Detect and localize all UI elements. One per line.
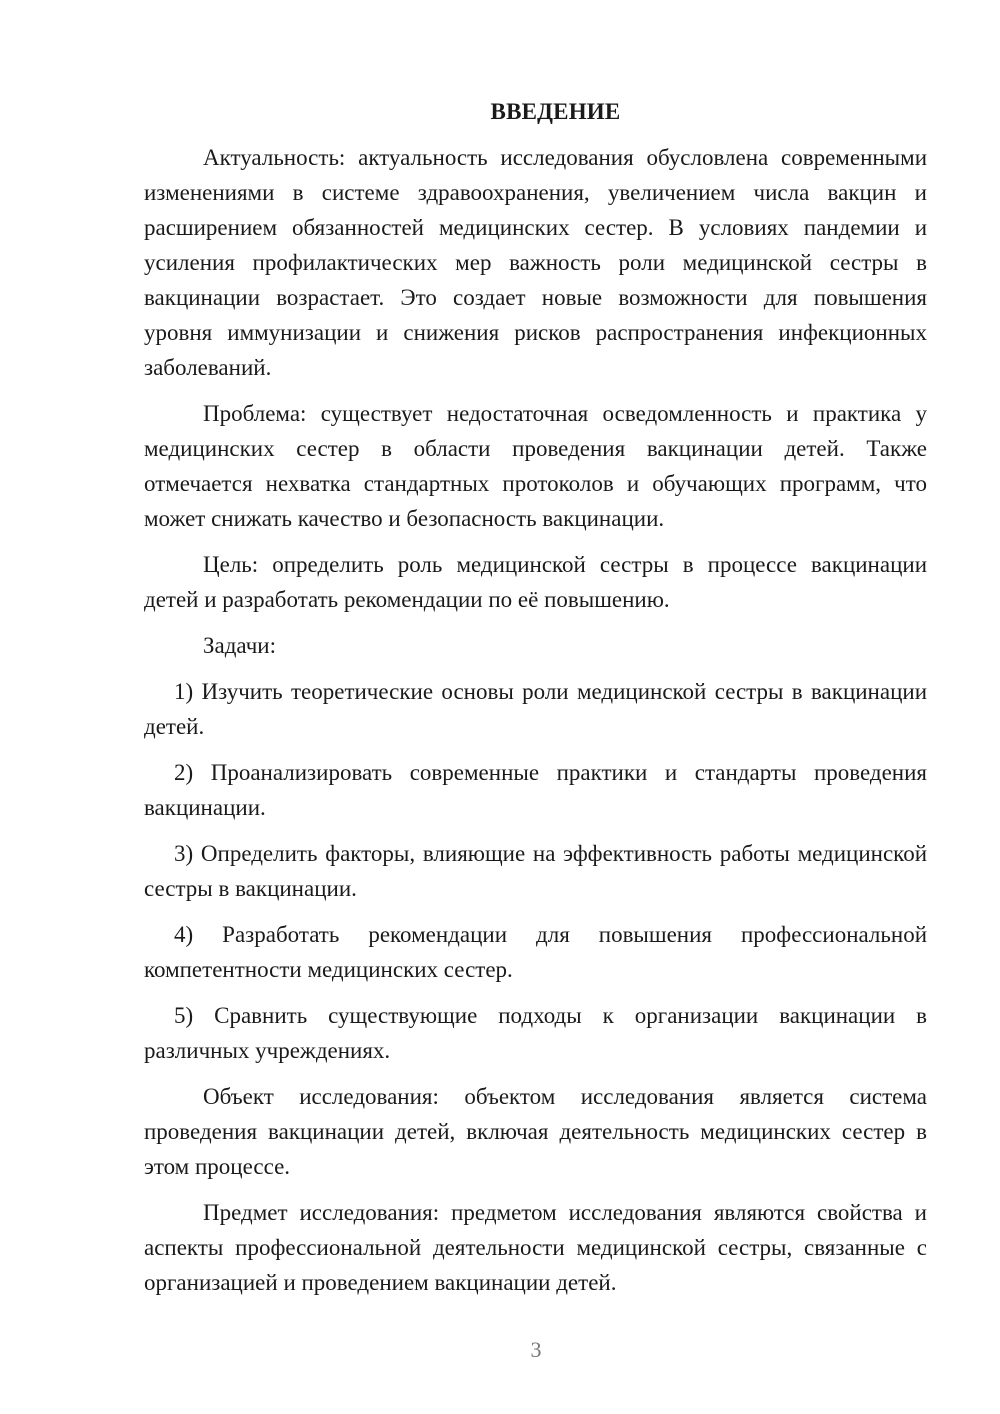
task-number: 4) <box>174 922 194 947</box>
task-text: Проанализировать современные практики и стандарты проведения вакцинации. <box>144 760 927 820</box>
task-item <box>144 755 927 825</box>
task-number: 2) <box>174 760 194 785</box>
tasks-label: Задачи: <box>203 633 276 658</box>
task-item <box>144 674 927 744</box>
task-number: 5) <box>174 1003 194 1028</box>
paragraph-object: Объект исследования: объектом исследования является система проведения вакцинации детей, включая деятельность медицинских сестер в этом процессе. <box>144 1084 927 1179</box>
task-number: 3) <box>174 841 194 866</box>
page-number: 3 <box>530 1337 542 1362</box>
task-text: Определить факторы, влияющие на эффективность работы медицинской сестры в вакцинации. <box>144 841 927 901</box>
paragraph-subject: Предмет исследования: предметом исследования являются свойства и аспекты профессиональной деятельности медицинской сестры, связанные с организацией и проведением вакцинации детей. <box>144 1200 927 1295</box>
task-text: Разработать рекомендации для повышения профессиональной компетентности медицинских сестер. <box>144 922 928 982</box>
page-content <box>144 94 927 1311</box>
task-text: Изучить теоретические основы роли медицинской сестры в вакцинации детей. <box>144 679 928 739</box>
task-item <box>144 998 927 1068</box>
section-title: ВВЕДЕНИЕ <box>490 99 621 124</box>
paragraph-relevance: Актуальность: актуальность исследования обусловлена современными изменениями в системе здравоохранения, увеличением числа вакцин и расширением обязанностей медицинских сестер. В условиях пандемии и усиления профилактических мер важность роли медицинской сестры в вакцинации возрастает. Это создает новые возможности для повышения уровня иммунизации и снижения рисков распространения инфекционных заболеваний. <box>144 145 927 380</box>
task-number: 1) <box>174 679 194 704</box>
task-item <box>144 917 927 987</box>
task-text: Сравнить существующие подходы к организации вакцинации в различных учреждениях. <box>144 1003 928 1063</box>
paragraph-problem: Проблема: существует недостаточная осведомленность и практика у медицинских сестер в области проведения вакцинации детей. Также отмечается нехватка стандартных протоколов и обучающих программ, что может снижать качество и безопасность вакцинации. <box>144 401 927 531</box>
paragraph-goal: Цель: определить роль медицинской сестры в процессе вакцинации детей и разработать рекомендации по её повышению. <box>144 552 927 612</box>
task-item <box>144 836 927 906</box>
